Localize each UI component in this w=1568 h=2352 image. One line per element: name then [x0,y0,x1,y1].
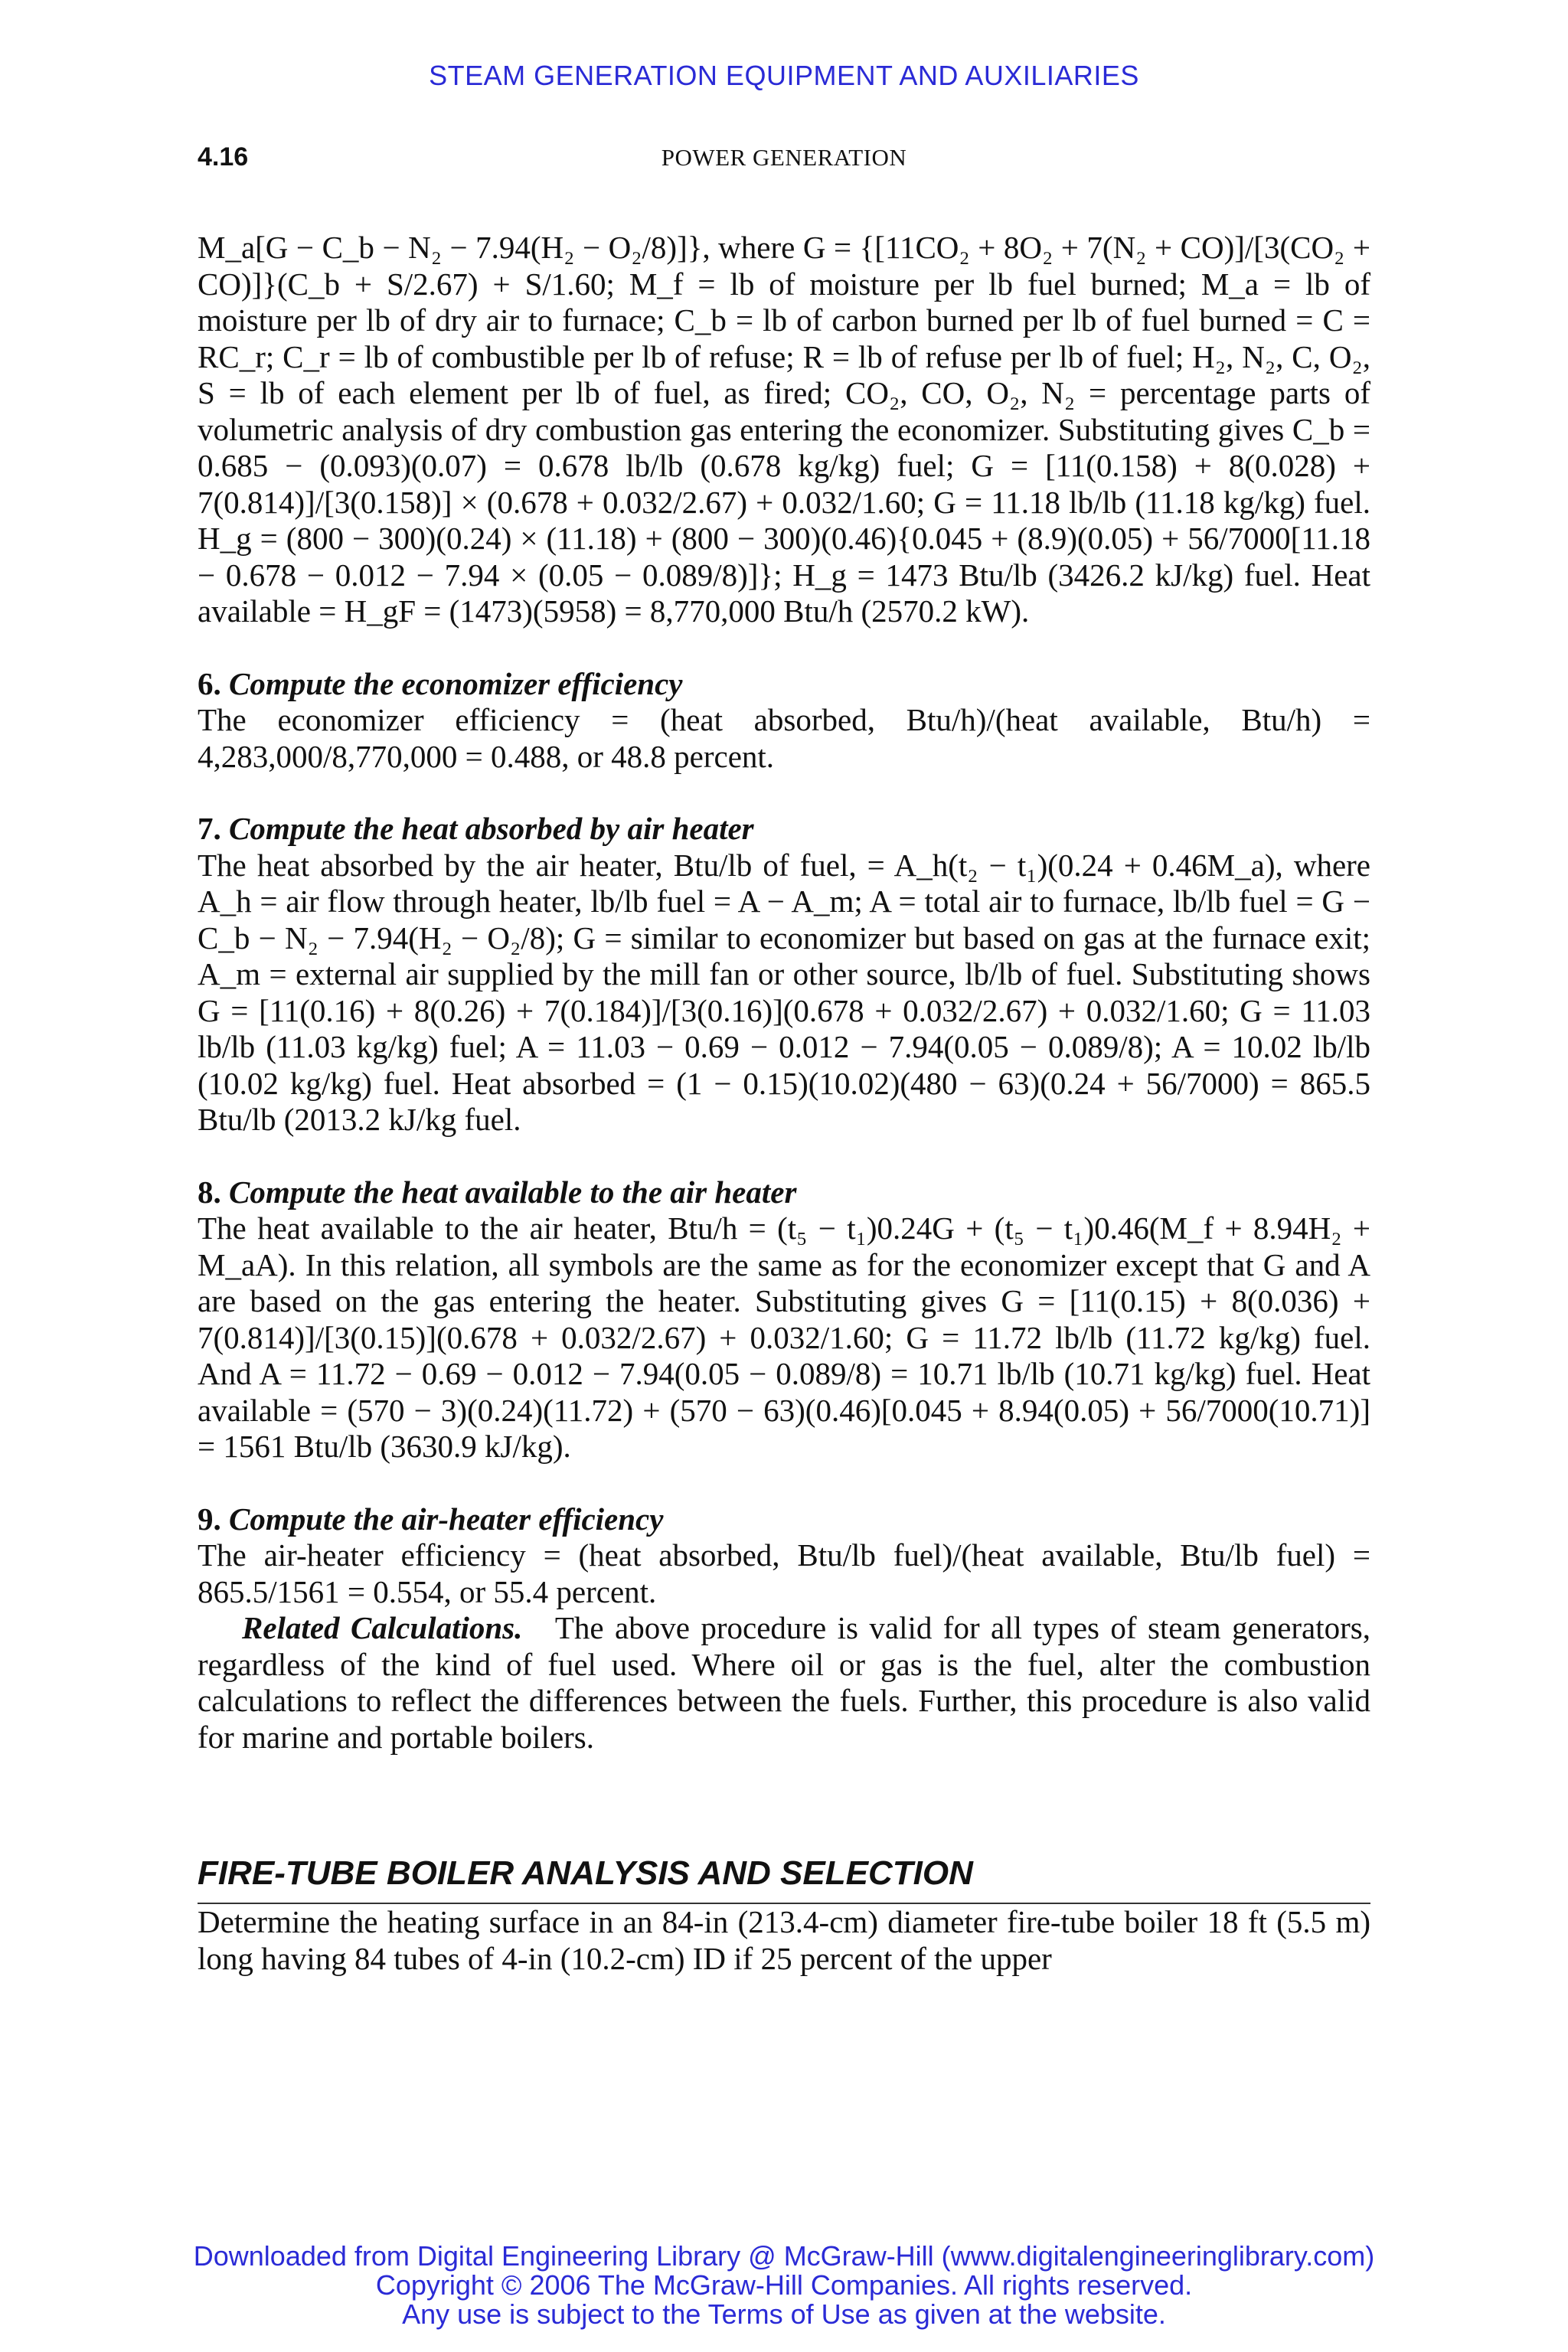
related-calculations-text: The above procedure is valid for all types of steam generators, regardless of the kind of fuel used. Where oil or gas is the fuel, alter the combustion calculations to reflect the differences between the fuels. Further, this procedure is also valid for marine and portable boilers. [198,1610,1370,1755]
page-body [198,230,1370,1977]
step-heading [198,1174,1370,1211]
step-6 [198,666,1370,776]
step-9 [198,1501,1370,1756]
step-heading [198,811,1370,848]
step-text: The heat available to the air heater, Btu/h = (t₅ − t₁)0.24G + (t₅ − t₁)0.46(M_f + 8.94H₂ + M_aA). In this relation, all symbols are the same as for the economizer except that G and A are based on the gas entering the heater. Substituting gives G = [11(0.15) + 8(0.036) + 7(0.814)]/[3(0.15)](0.678 + 0.032/2.67) + 0.032/1.60; G = 11.72 lb/lb (11.72 kg/kg) fuel. And A = 11.72 − 0.69 − 0.012 − 7.94(0.05 − 0.089/8) = 10.71 lb/lb (10.71 kg/kg) fuel. Heat available = (570 − 3)(0.24)(11.72) + (570 − 63)(0.46)[0.045 + 8.94(0.05) + 56/7000(10.71)] = 1561 Btu/lb (3630.9 kJ/kg). [198,1210,1370,1464]
footer-download-link[interactable]: Downloaded from Digital Engineering Library @ McGraw-Hill (www.digitalengineeringlibrary.com) [193,2240,1375,2272]
section-heading: FIRE-TUBE BOILER ANALYSIS AND SELECTION [198,1854,1370,1904]
step-text: The heat absorbed by the air heater, Btu/lb of fuel, = A_h(t₂ − t₁)(0.24 + 0.46M_a), where A_h = air flow through heater, lb/lb fuel = A − A_m; A = total air to furnace, lb/lb fuel = G − C_b − N₂ − 7.94(H₂ − O₂/8); G = similar to economizer but based on gas at the furnace exit; A_m = external air supplied by the mill fan or other source, lb/lb of fuel. Substituting shows G = [11(0.16) + 8(0.26) + 7(0.184)]/[3(0.16)](0.678 + 0.032/2.67) + 0.032/1.60; G = 11.03 lb/lb (11.03 kg/kg) fuel; A = 11.03 − 0.69 − 0.012 − 7.94(0.05 − 0.089/8); A = 10.02 lb/lb (10.02 kg/kg) fuel. Heat absorbed = (1 − 0.15)(10.02)(480 − 63)(0.24 + 56/7000) = 865.5 Btu/lb (2013.2 kJ/kg fuel. [198,847,1370,1137]
step-7 [198,811,1370,1138]
page-number: 4.16 [198,142,249,172]
running-head: STEAM GENERATION EQUIPMENT AND AUXILIARIES [429,60,1139,91]
step-title: Compute the economizer efficiency [229,665,683,701]
step-number: 8. [198,1174,221,1210]
step-number: 9. [198,1501,221,1537]
step-heading [198,666,1370,703]
related-calculations-label: Related Calculations. [242,1610,523,1645]
step-title: Compute the heat absorbed by air heater [229,811,754,846]
step-number: 7. [198,811,221,846]
footer-copyright: Copyright © 2006 The McGraw-Hill Companies. All rights reserved. [375,2269,1193,2301]
footer-terms: Any use is subject to the Terms of Use as given at the website. [402,2298,1166,2330]
step-8 [198,1174,1370,1465]
section-intro-paragraph: Determine the heating surface in an 84-in (213.4-cm) diameter fire-tube boiler 18 ft (5.5 m) long having 84 tubes of 4-in (10.2-cm) ID if 25 percent of the upper [198,1904,1370,1976]
step-title: Compute the air-heater efficiency [229,1501,664,1537]
step-text: The air-heater efficiency = (heat absorbed, Btu/lb fuel)/(heat available, Btu/lb fuel) = 865.5/1561 = 0.554, or 55.4 percent. [198,1537,1370,1609]
continuation-paragraph: M_a[G − C_b − N₂ − 7.94(H₂ − O₂/8)]}, where G = {[11CO₂ + 8O₂ + 7(N₂ + CO)]/[3(CO₂ + CO)]}(C_b + S/2.67) + S/1.60; M_f = lb of moisture per lb fuel burned; M_a = lb of moisture per lb of dry air to furnace; C_b = lb of carbon burned per lb of fuel burned = C = RC_r; C_r = lb of combustible per lb of refuse; R = lb of refuse per lb of fuel; H₂, N₂, C, O₂, S = lb of each element per lb of fuel, as fired; CO₂, CO, O₂, N₂ = percentage parts of volumetric analysis of dry combustion gas entering the economizer. Substituting gives C_b = 0.685 − (0.093)(0.07) = 0.678 lb/lb (0.678 kg/kg) fuel; G = [11(0.158) + 8(0.028) + 7(0.814)]/[3(0.158)] × (0.678 + 0.032/2.67) + 0.032/1.60; G = 11.18 lb/lb (11.18 kg/kg) fuel. H_g = (800 − 300)(0.24) × (11.18) + (800 − 300)(0.46){0.045 + (8.9)(0.05) + 56/7000[11.18 − 0.678 − 0.012 − 7.94 × (0.05 − 0.089/8)]}; H_g = 1473 Btu/lb (3426.2 kJ/kg) fuel. Heat available = H_gF = (1473)(5958) = 8,770,000 Btu/h (2570.2 kW). [198,230,1370,629]
step-title: Compute the heat available to the air heater [229,1174,797,1210]
footer [0,2242,1568,2329]
related-calculations [198,1610,1370,1756]
step-number: 6. [198,665,221,701]
step-text: The economizer efficiency = (heat absorbed, Btu/h)/(heat available, Btu/h) = 4,283,000/8,770,000 = 0.488, or 48.8 percent. [198,702,1370,774]
step-heading [198,1501,1370,1538]
book-title: POWER GENERATION [661,144,907,171]
